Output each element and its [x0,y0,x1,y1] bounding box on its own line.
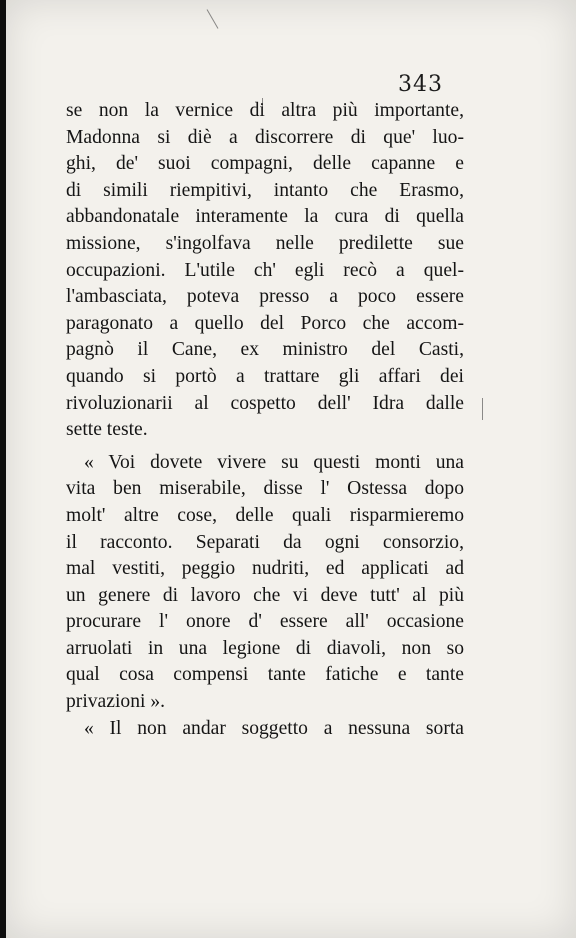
text-line: rivoluzionarii al cospetto dell' Idra dalle [66,392,464,414]
text-line: procurare l' onore d' essere all' occasione [66,611,464,633]
text-line: privazioni ». [66,691,166,713]
text-line: l'ambasciata, poteva presso a poco essere [66,286,464,308]
book-page [6,0,576,938]
text-line: missione, s'ingolfava nelle predilette sue [66,232,464,254]
text-line: paragonato a quello del Porco che accom- [66,312,464,334]
text-line: vita ben miserabile, disse l' Ostessa dopo [66,478,464,500]
text-line: mal vestiti, peggio nudriti, ed applicati ad [66,558,464,580]
text-line: un genere di lavoro che vi deve tutt' al più [66,584,464,606]
stray-mark-right [482,398,483,420]
text-line: il racconto. Separati da ogni consorzio, [66,531,464,553]
text-line: sette teste. [66,419,148,441]
text-line: arruolati in una legione di diavoli, non so [66,637,464,659]
text-line: Madonna si diè a discorrere di que' luo- [66,126,464,148]
text-line: quando si portò a trattare gli affari dei [66,365,464,387]
page-number: 343 [398,72,443,97]
text-line: ghi, de' suoi compagni, delle capanne e [66,153,464,175]
text-line: pagnò il Cane, ex ministro del Casti, [66,339,464,361]
text-line: « Voi dovete vivere su questi monti una [84,451,464,473]
text-line: di simili riempitivi, intanto che Erasmo, [66,179,464,201]
text-line: se non la vernice di altra più importante, [66,100,464,121]
body-text [66,98,464,742]
text-line: occupazioni. L'utile ch' egli recò a quel- [66,259,464,281]
text-line: molt' altre cose, delle quali risparmieremo [66,504,464,526]
stray-mark-top [207,9,219,29]
text-line: « Il non andar soggetto a nessuna sorta [84,717,464,739]
text-line: abbandonatale interamente la cura di quella [66,206,464,228]
text-line: qual cosa compensi tante fatiche e tante [66,664,464,686]
